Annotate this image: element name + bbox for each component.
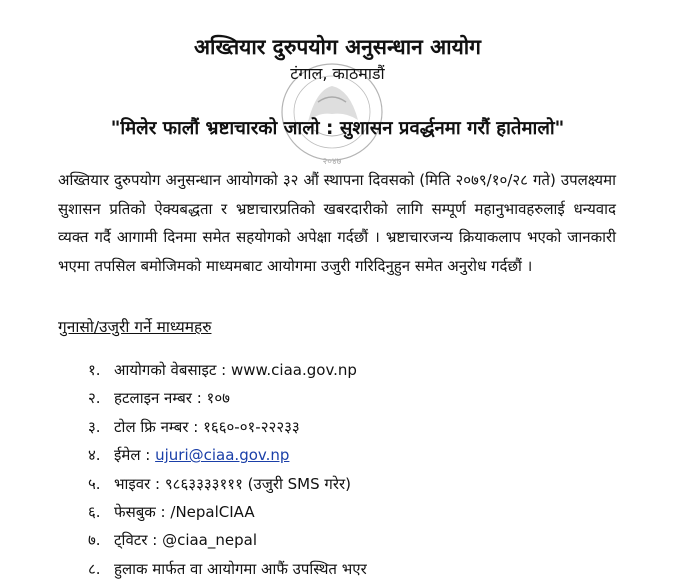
channel-number: ३. [88, 417, 101, 436]
channel-value: ९८६३३३३१११ [164, 474, 243, 493]
channel-label: हटलाइन नम्बर : [114, 389, 207, 408]
channel-number: २. [88, 389, 101, 408]
channel-label: फेसबुक : [114, 502, 171, 521]
channel-note: (उजुरी SMS गरेर) [242, 474, 351, 493]
page-title: अख्तियार दुरुपयोग अनुसन्धान आयोग [193, 35, 482, 59]
channel-item [88, 470, 367, 498]
channel-item [88, 441, 367, 469]
channel-label: भाइवर : [114, 474, 165, 493]
channel-item [88, 356, 367, 384]
channel-item [88, 384, 367, 412]
channel-number: ४. [88, 446, 101, 465]
channel-number: ८. [88, 559, 101, 578]
body-paragraph: अख्तियार दुरुपयोग अनुसन्धान आयोगको ३२ औं स्थापना दिवसको (मिति २०७९/१०/२८ गते) उपलक्ष्यमा सुशासन प्रतिको ऐक्यबद्धता र भ्रष्टाचारप्रतिको खबरदारीको लागि सम्पूर्ण महानुभावहरुलाई धन्यवाद व्यक्त गर्दै आगामी दिनमा समेत सहयोगको अपेक्षा गर्दछौं । भ्रष्टाचारजन्य क्रियाकलाप भएको जानकारी भएमा तपसिल बमोजिमको माध्यमबाट आयोगमा उजुरी गरिदिनुहुन समेत अनुरोध गर्दछौं । [58, 171, 616, 275]
channel-item [88, 555, 367, 583]
channel-value: @ciaa_nepal [162, 531, 257, 550]
channel-item [88, 526, 367, 554]
channel-label: आयोगको वेबसाइट : [114, 361, 231, 379]
channel-label: हुलाक मार्फत वा आयोगमा आफैं उपस्थित भएर [114, 559, 367, 578]
channel-label: ईमेल : [114, 446, 156, 465]
complaint-channel-list [88, 356, 367, 583]
channel-label: टोल फ्रि नम्बर : [114, 417, 204, 436]
channel-number: ५. [88, 474, 101, 493]
seal-year: २०४७ [322, 157, 342, 167]
channel-value: www.ciaa.gov.np [230, 361, 357, 379]
channel-item [88, 413, 367, 441]
channel-value: १६६०-०१-२२२३३ [203, 417, 300, 436]
channel-number: ६. [88, 502, 101, 521]
slogan: "मिलेर फालौं भ्रष्टाचारको जालो : सुशासन प्रवर्द्धनमा गरौं हातेमालो" [110, 118, 565, 139]
channel-number: ७. [88, 531, 101, 550]
page-subtitle: टंगाल, काठमाडौं [290, 64, 385, 83]
channel-value: /NepalCIAA [170, 502, 255, 521]
channel-value: १०७ [206, 389, 230, 408]
email-link[interactable]: ujuri@ciaa.gov.np [155, 446, 290, 465]
section-heading: गुनासो/उजुरी गर्ने माध्यमहरु [58, 318, 212, 336]
channel-number: १. [88, 361, 101, 379]
channel-item [88, 498, 367, 526]
channel-label: ट्विटर : [114, 531, 163, 550]
